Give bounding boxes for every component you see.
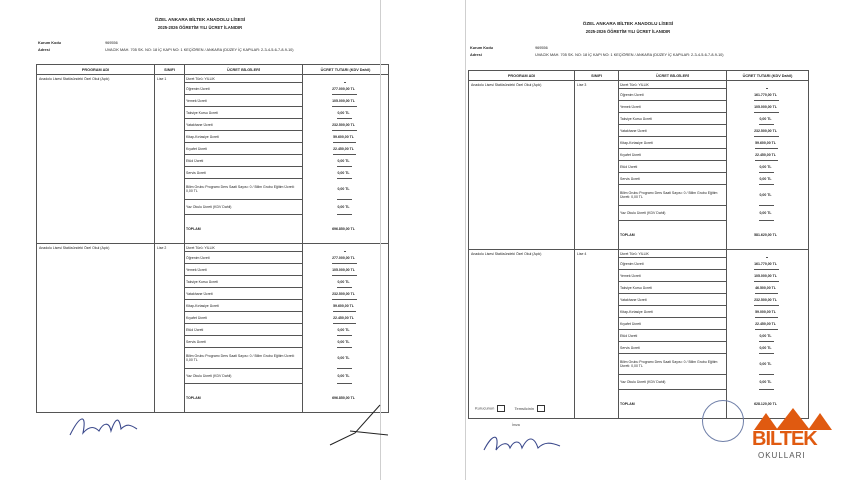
fee-item-label xyxy=(619,354,726,375)
fee-item-label xyxy=(619,306,726,318)
fee-amount: 277.000,00 TL xyxy=(332,83,357,95)
fee-item-text: Ücret Türü: YILLIK xyxy=(620,251,649,256)
fee-amount xyxy=(344,75,346,83)
fee-item-label xyxy=(185,143,302,155)
fee-item-label xyxy=(185,119,302,131)
fee-item-label xyxy=(619,206,726,221)
fee-amount: 0,00 TL xyxy=(759,161,773,173)
signature-left xyxy=(65,405,145,445)
fee-item-text: Yaz Okulu Ücreti (KDV Dahil) xyxy=(620,211,666,215)
program-name: Anadolu Lisesi Statüsündeki Özel Okul (Açık) xyxy=(469,250,575,419)
fee-item-text: Yatakhane Ücreti xyxy=(620,297,647,302)
fee-item-text: Öğrenim Ücreti xyxy=(186,255,210,260)
program-name: Anadolu Lisesi Statüsündeki Özel Okul (Açık) xyxy=(37,244,155,413)
class-name: Lise 3 xyxy=(575,81,619,250)
fee-item-text: Etüd Ücreti xyxy=(186,158,204,163)
kurum-kodu xyxy=(470,46,548,50)
class-name: Lise 1 xyxy=(155,75,185,244)
fee-item-label xyxy=(619,101,726,113)
fee-item-label xyxy=(185,83,302,95)
fee-item-text: Öğrenim Ücreti xyxy=(620,261,644,266)
fee-item-text: TOPLAM xyxy=(186,396,201,400)
fee-amount: 0,00 TL xyxy=(337,324,351,336)
total-label xyxy=(185,215,302,243)
fee-item-label xyxy=(185,95,302,107)
fee-item-label xyxy=(185,300,302,312)
stamp-seal xyxy=(702,400,744,442)
signature-imza xyxy=(480,428,570,458)
adres xyxy=(38,48,294,52)
kurum-kodu xyxy=(38,41,118,45)
fee-amount: 22.450,00 TL xyxy=(755,318,778,330)
total-label xyxy=(619,221,726,249)
fee-amount xyxy=(766,250,768,258)
column-header: SINIFI xyxy=(155,65,185,75)
fee-item-text: Yatakhane Ücreti xyxy=(186,122,213,127)
fee-amount: 232.500,00 TL xyxy=(754,294,779,306)
fee-item-label xyxy=(185,179,302,200)
column-header: PROGRAM ADI xyxy=(37,65,155,75)
fee-item-text: Servis Ücreti xyxy=(620,176,640,181)
fee-item-label xyxy=(185,244,302,252)
fee-item-label xyxy=(185,252,302,264)
fee-amount: 22.450,00 TL xyxy=(755,149,778,161)
fee-amount: 232.500,00 TL xyxy=(332,119,357,131)
fee-item-label xyxy=(185,324,302,336)
fee-amount: 0,00 TL xyxy=(759,185,773,206)
fee-item-label xyxy=(185,200,302,215)
fee-item-text: Yemek Ücreti xyxy=(620,104,641,109)
fee-amount xyxy=(766,81,768,89)
fee-item-label xyxy=(619,375,726,390)
fee-item-text: Öğrenim Ücreti xyxy=(620,92,644,97)
fee-item-text: Kıyafet Ücreti xyxy=(620,321,642,326)
fee-item-label xyxy=(619,270,726,282)
fee-amount: 0,00 TL xyxy=(759,342,773,354)
fee-item-label xyxy=(185,288,302,300)
fee-amount: 161.770,00 TL xyxy=(754,89,779,101)
fee-item-label xyxy=(185,167,302,179)
fee-item-text: Yemek Ücreti xyxy=(186,267,207,272)
column-header: ÜCRET TUTARI (KDV Dahil) xyxy=(303,65,389,75)
fee-amount: 0,00 TL xyxy=(337,369,351,384)
fee-item-text: Kıyafet Ücreti xyxy=(620,152,642,157)
fee-amount: 232.500,00 TL xyxy=(754,125,779,137)
temsilcinin-label: Temsilcinin xyxy=(514,405,535,411)
school-title: ÖZEL ANKARA BİLTEK ANADOLU LİSESİ xyxy=(582,21,674,26)
fee-item-text: Ücret Türü: YILLIK xyxy=(186,76,215,81)
fee-item-text: Kıyafet Ücreti xyxy=(186,315,208,320)
fee-item-label xyxy=(619,125,726,137)
year-title: 2025-2026 ÖĞRETİM YILI ÜCRET İLANIDIR xyxy=(585,29,671,34)
kurum-kodu-value: 969556 xyxy=(535,46,548,50)
fee-amount: 105.000,00 TL xyxy=(332,95,357,107)
fee-amount: 105.000,00 TL xyxy=(754,270,779,282)
temsilcinin-checkbox xyxy=(537,405,545,412)
fee-item-text: Servis Ücreti xyxy=(186,170,206,175)
fee-amount: 0,00 TL xyxy=(337,200,351,215)
total-amount: 628.120,00 TL xyxy=(754,402,777,406)
year-title: 2025-2026 ÖĞRETİM YILI ÜCRET İLANIDIR xyxy=(157,25,243,30)
logo-name: BİLTEK xyxy=(752,428,817,450)
fee-item-text: Kitap-Kırtasiye Ücreti xyxy=(186,303,219,308)
fee-item-text: TOPLAM xyxy=(186,227,201,231)
fee-amount: 0,00 TL xyxy=(759,354,773,375)
logo-sub: OKULLARI xyxy=(758,451,806,460)
column-header: SINIFI xyxy=(575,71,619,81)
fee-amount: 46.500,00 TL xyxy=(755,282,778,294)
fee-item-label xyxy=(619,173,726,185)
fee-item-label xyxy=(619,258,726,270)
fee-amount: 0,00 TL xyxy=(337,336,351,348)
fee-amount: 0,00 TL xyxy=(337,167,351,179)
fee-item-text: Kıyafet Ücreti xyxy=(186,146,208,151)
fee-item-text: Servis Ücreti xyxy=(186,339,206,344)
fee-amount: 0,00 TL xyxy=(337,179,351,200)
fee-item-label xyxy=(619,342,726,354)
fee-item-text: Yaz Okulu Ücreti (KDV Dahil) xyxy=(186,205,232,209)
program-name: Anadolu Lisesi Statüsündeki Özel Okul (Açık) xyxy=(37,75,155,244)
program-name: Anadolu Lisesi Statüsündeki Özel Okul (Açık) xyxy=(469,81,575,250)
adres-value: UVACIK MAH. 705 SK. NO: 18 İÇ KAPI NO: 1 KEÇİÖREN / ANKARA (DÜZEY İÇ KAPILAR: 2-3-4-5-6-7-8-9-10) xyxy=(105,48,294,52)
fee-item-label xyxy=(619,137,726,149)
fee-amount: 59.600,00 TL xyxy=(333,300,356,312)
fee-amount: 0,00 TL xyxy=(759,375,773,390)
fee-amount: 0,00 TL xyxy=(759,330,773,342)
fee-item-text: Yatakhane Ücreti xyxy=(620,128,647,133)
fee-item-text: Bilim Grubu Programı Ders Saati Sayısı: 0 / Bilim Grubu Eğitim Ücreti: 0,00 TL xyxy=(186,185,295,193)
fee-amount: 59.600,00 TL xyxy=(333,131,356,143)
column-header: ÜCRET BİLGİLERİ xyxy=(619,71,727,81)
adres-value: UVACIK MAH. 705 SK. NO: 18 İÇ KAPI NO: 1 KEÇİÖREN / ANKARA (DÜZEY İÇ KAPILAR: 2-3-4-5-6-7-8-9-10) xyxy=(535,53,724,57)
fee-item-label xyxy=(619,318,726,330)
fee-item-label xyxy=(619,282,726,294)
fee-item-text: Yaz Okulu Ücreti (KDV Dahil) xyxy=(186,374,232,378)
column-header: ÜCRET TUTARI (KDV Dahil) xyxy=(727,71,809,81)
fee-item-label xyxy=(619,149,726,161)
kurum-kodu-value: 969556 xyxy=(105,41,118,45)
fee-amount: 59.600,00 TL xyxy=(755,137,778,149)
fee-item-label xyxy=(619,89,726,101)
fee-amount: 277.000,00 TL xyxy=(332,252,357,264)
fee-item-text: Etüd Ücreti xyxy=(620,164,638,169)
fee-item-label xyxy=(185,312,302,324)
fee-item-text: Bilim Grubu Programı Ders Saati Sayısı: 0 / Bilim Grubu Eğitim Ücreti: 0,00 TL xyxy=(620,191,718,199)
total-amount: 696.850,00 TL xyxy=(332,227,355,231)
footer-kurucunun xyxy=(475,405,545,412)
class-name: Lise 2 xyxy=(155,244,185,413)
fee-item-label xyxy=(619,294,726,306)
fee-amount: 161.770,00 TL xyxy=(754,258,779,270)
fee-item-label xyxy=(185,276,302,288)
kurum-kodu-label: Kurum Kodu xyxy=(38,41,61,45)
fee-item-label xyxy=(619,81,726,89)
fee-item-label xyxy=(185,155,302,167)
total-amount: 696.850,00 TL xyxy=(332,396,355,400)
fee-item-text: Etüd Ücreti xyxy=(620,333,638,338)
class-name: Lise 4 xyxy=(575,250,619,419)
fee-amount: 0,00 TL xyxy=(337,107,351,119)
fee-item-text: Öğrenim Ücreti xyxy=(186,86,210,91)
fee-item-text: Takviye Kursu Ücreti xyxy=(186,279,218,284)
fee-item-label xyxy=(185,264,302,276)
fee-amount: 0,00 TL xyxy=(759,206,773,221)
fee-item-text: Takviye Kursu Ücreti xyxy=(186,110,218,115)
fee-amount: 105.000,00 TL xyxy=(332,264,357,276)
adres-label: Adresi xyxy=(470,53,482,57)
fee-amount: 22.450,00 TL xyxy=(333,312,356,324)
fee-item-text: Yaz Okulu Ücreti (KDV Dahil) xyxy=(620,380,666,384)
fee-item-label xyxy=(185,336,302,348)
fee-amount: 59.000,00 TL xyxy=(755,306,778,318)
fee-item-label xyxy=(619,250,726,258)
adres xyxy=(470,53,724,57)
fee-item-label xyxy=(619,185,726,206)
fee-item-label xyxy=(185,75,302,83)
fee-amount: 22.450,00 TL xyxy=(333,143,356,155)
fee-item-text: Bilim Grubu Programı Ders Saati Sayısı: 0 / Bilim Grubu Eğitim Ücreti: 0,00 TL xyxy=(620,360,718,368)
fee-item-label xyxy=(619,113,726,125)
column-header: ÜCRET BİLGİLERİ xyxy=(185,65,303,75)
fee-item-text: Takviye Kursu Ücreti xyxy=(620,116,652,121)
fee-item-text: Yemek Ücreti xyxy=(186,98,207,103)
fee-item-text: Kitap-Kırtasiye Ücreti xyxy=(620,309,653,314)
fee-item-text: TOPLAM xyxy=(620,402,635,406)
kurucunun-label: Kurucunun xyxy=(475,405,495,411)
fee-item-text: Kitap-Kırtasiye Ücreti xyxy=(186,134,219,139)
fee-item-label xyxy=(185,369,302,384)
fee-item-text: Servis Ücreti xyxy=(620,345,640,350)
fee-item-text: Yemek Ücreti xyxy=(620,273,641,278)
fee-amount: 0,00 TL xyxy=(759,113,773,125)
fee-amount: 105.000,00 TL xyxy=(754,101,779,113)
total-label xyxy=(185,384,302,412)
fee-amount: 0,00 TL xyxy=(337,348,351,369)
fee-item-text: TOPLAM xyxy=(620,233,635,237)
kurucunun-checkbox xyxy=(497,405,505,412)
fee-item-text: Bilim Grubu Programı Ders Saati Sayısı: 0 / Bilim Grubu Eğitim Ücreti: 0,00 TL xyxy=(186,354,295,362)
imza-label: İmza xyxy=(512,423,520,427)
fee-table xyxy=(36,64,389,413)
fee-item-text: Yatakhane Ücreti xyxy=(186,291,213,296)
fee-amount: 0,00 TL xyxy=(337,155,351,167)
fee-amount xyxy=(344,244,346,252)
fee-item-text: Ücret Türü: YILLIK xyxy=(186,245,215,250)
fee-amount: 0,00 TL xyxy=(759,173,773,185)
signature-right-mark xyxy=(320,395,390,455)
fee-amount: 232.500,00 TL xyxy=(332,288,357,300)
fee-item-label xyxy=(185,348,302,369)
column-header: PROGRAM ADI xyxy=(469,71,575,81)
adres-label: Adresi xyxy=(38,48,50,52)
fee-item-label xyxy=(185,131,302,143)
fee-item-text: Etüd Ücreti xyxy=(186,327,204,332)
fee-item-text: Takviye Kursu Ücreti xyxy=(620,285,652,290)
fee-item-text: Ücret Türü: YILLIK xyxy=(620,82,649,87)
school-title: ÖZEL ANKARA BİLTEK ANADOLU LİSESİ xyxy=(154,17,246,22)
fee-item-text: Kitap-Kırtasiye Ücreti xyxy=(620,140,653,145)
kurum-kodu-label: Kurum Kodu xyxy=(470,46,493,50)
fee-amount: 0,00 TL xyxy=(337,276,351,288)
fee-table xyxy=(468,70,809,419)
fee-item-label xyxy=(619,161,726,173)
fee-item-label xyxy=(185,107,302,119)
total-amount: 581.620,00 TL xyxy=(754,233,777,237)
fee-item-label xyxy=(619,330,726,342)
